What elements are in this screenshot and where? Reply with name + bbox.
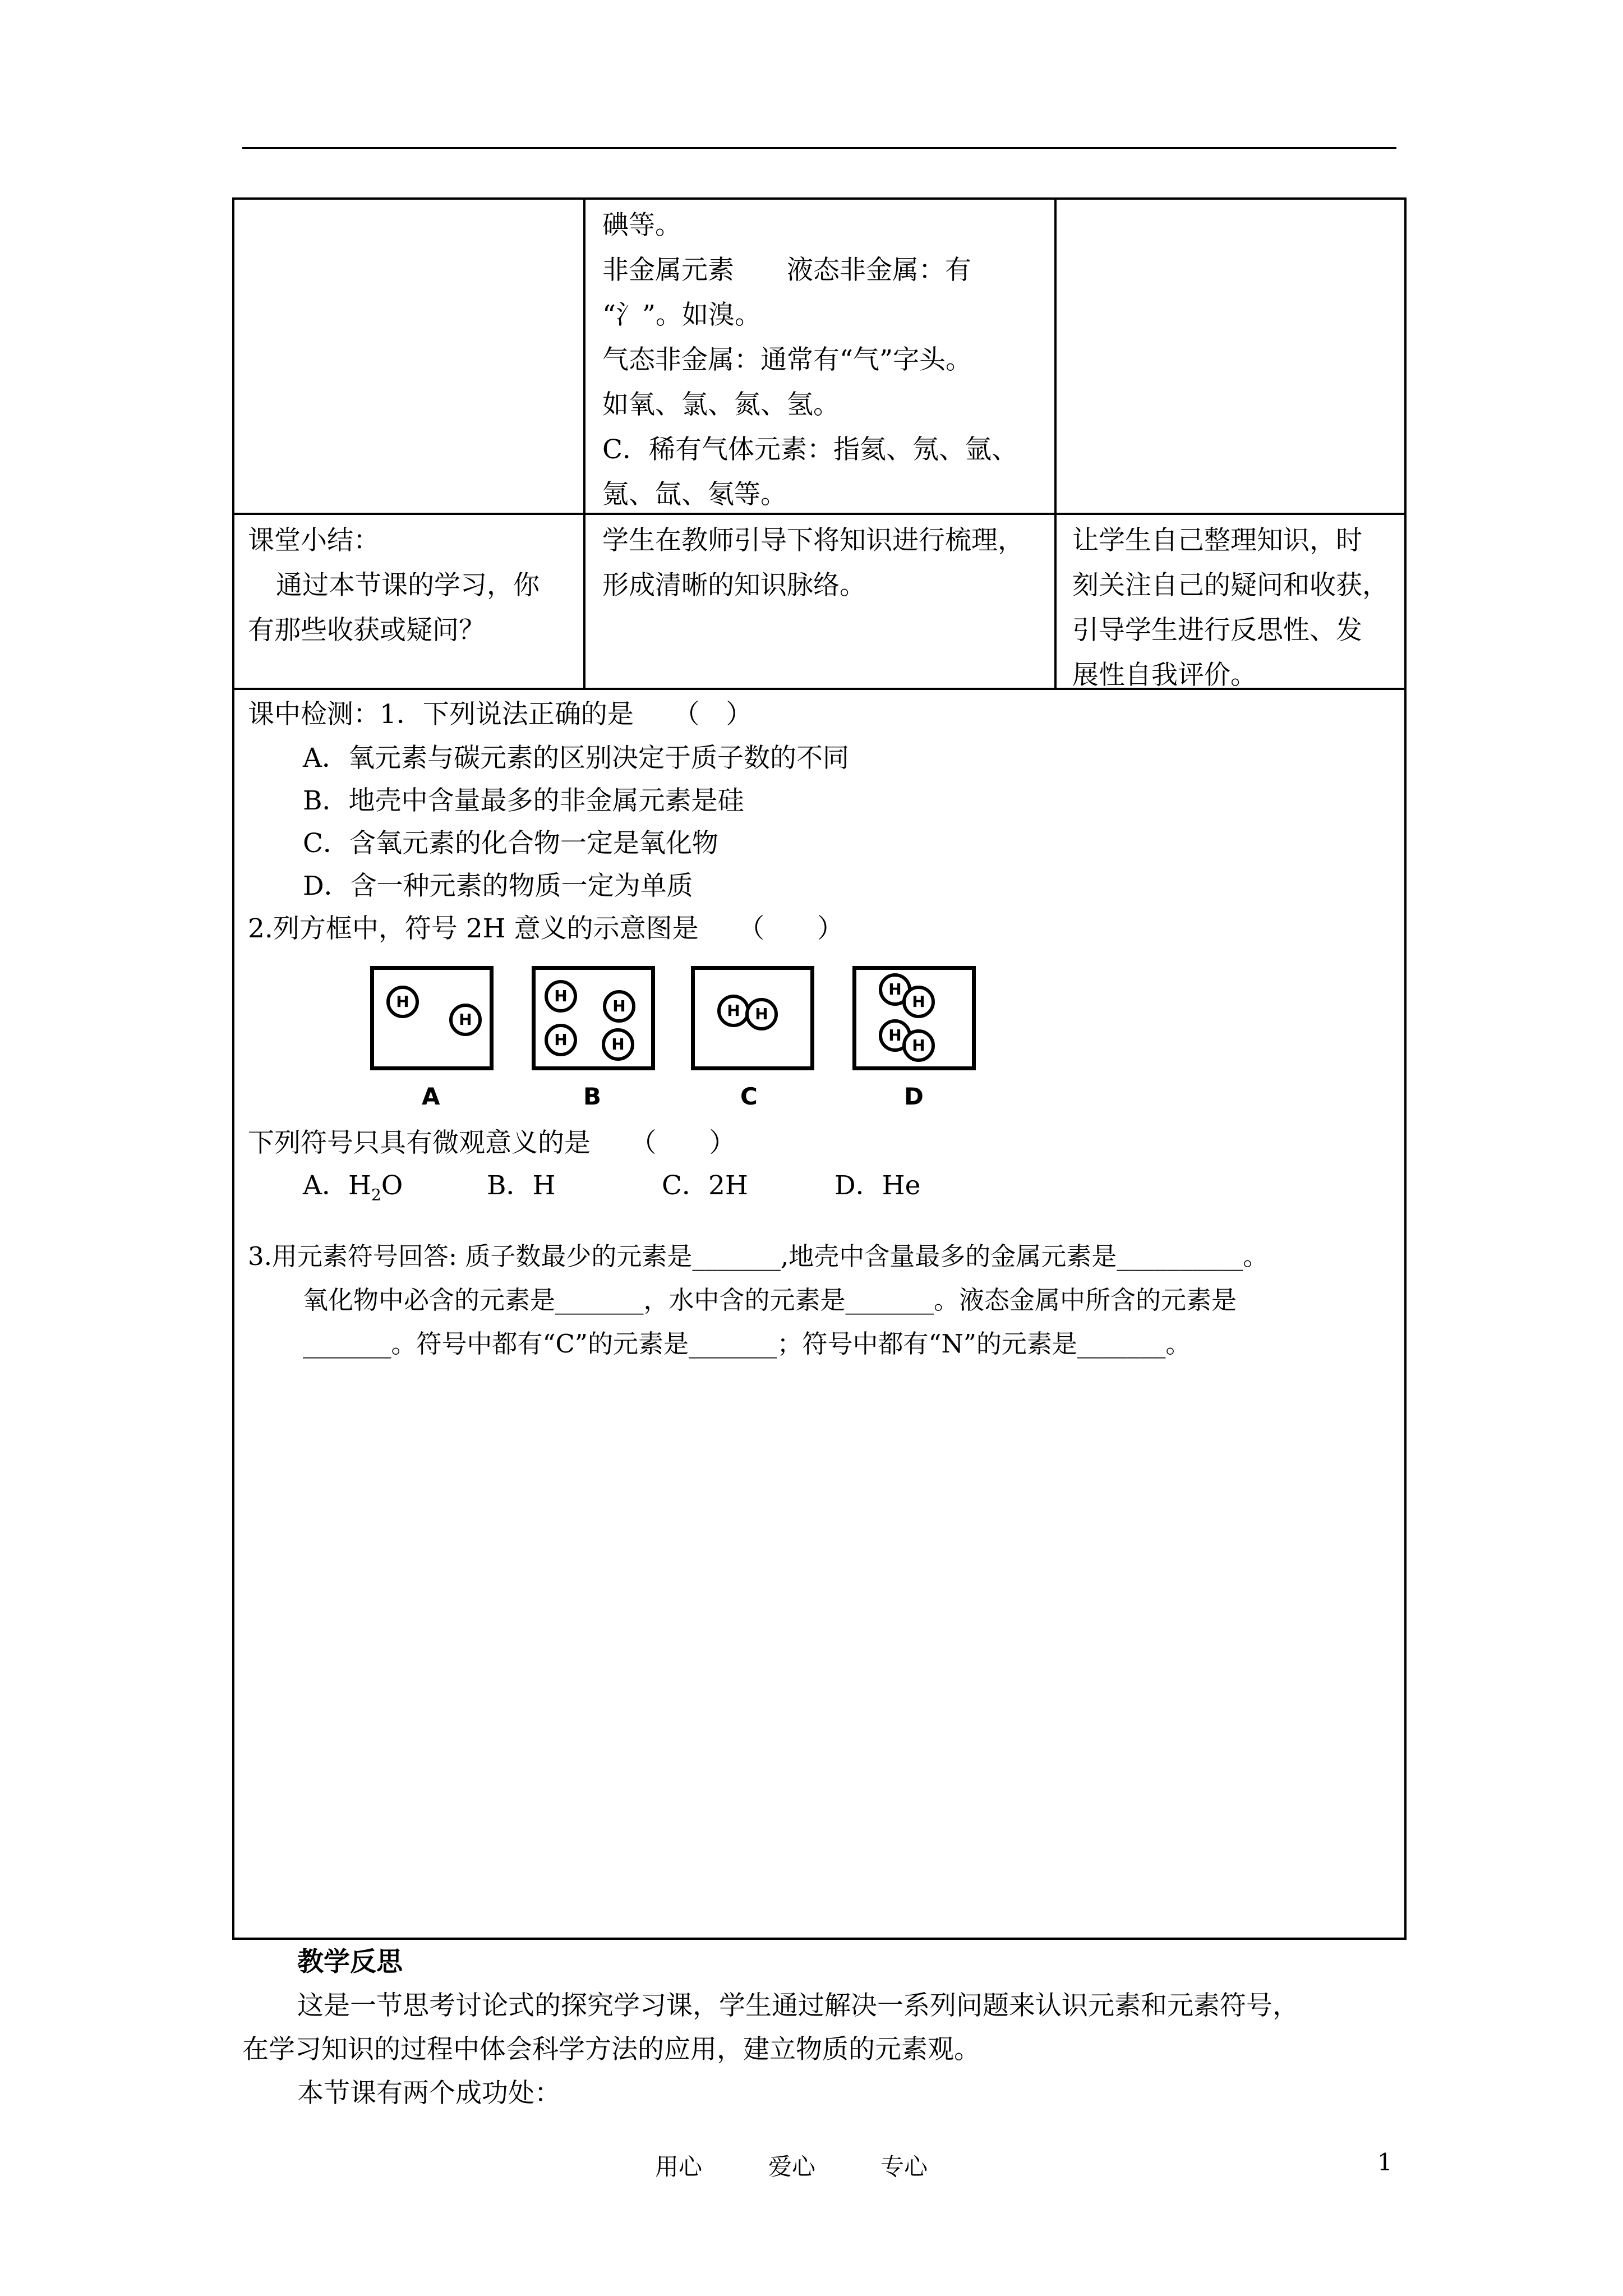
hydrogen-atom: H (879, 973, 911, 1006)
student-activity-line: 学生在教师引导下将知识进行梳理， (602, 525, 1024, 556)
q2-stem: 2.列方框中，符号 2H 意义的示意图是 （ ） (248, 913, 844, 944)
q1-stem: 课中检测：1．下列说法正确的是 （ ） (248, 699, 753, 730)
diagram-c-box (691, 966, 814, 1070)
row1-line: 气态非金属：通常有“气”字头。 (602, 344, 972, 375)
reflection-line: 这是一节思考讨论式的探究学习课，学生通过解决一系列问题来认识元素和元素符号， (297, 1990, 1299, 2021)
diagram-d-box (852, 966, 976, 1070)
row2-middle-cell (602, 518, 1024, 608)
q2b-option-b: B．H (487, 1170, 556, 1201)
footer-motto-2: 爱心 (768, 2153, 816, 2180)
hydrogen-atom: H (386, 986, 419, 1018)
diagram-a-label: A (422, 1083, 440, 1110)
hydrogen-atom: H (545, 1024, 577, 1056)
design-intent-line: 刻关注自己的疑问和收获， (1072, 570, 1389, 601)
design-intent-line: 引导学生进行反思性、发 (1072, 615, 1362, 646)
q2b-option-a (303, 1163, 403, 1217)
diagram-c-label: C (740, 1083, 758, 1110)
column-divider-1 (583, 197, 585, 689)
q1-option-d: D．含一种元素的物质一定为单质 (303, 871, 693, 901)
hydrogen-atom: H (602, 1028, 634, 1061)
hydrogen-atom: H (879, 1019, 911, 1052)
reflection-title: 教学反思 (297, 1947, 403, 1977)
q2b-option-d: D．He (834, 1170, 921, 1201)
design-intent-line: 让学生自己整理知识，时 (1072, 525, 1362, 556)
hydrogen-atom: H (902, 986, 935, 1018)
q2b-option-a-suffix: O (381, 1170, 403, 1201)
q2b-option-a-prefix: A．H (303, 1170, 371, 1201)
row2-right-cell (1072, 518, 1389, 698)
summary-line: 通过本节课的学习，你 (276, 570, 540, 601)
q2b-option-a-subscript: 2 (371, 1185, 381, 1204)
row1-line: 氪、氙、氡等。 (602, 479, 787, 510)
row1-line: C．稀有气体元素：指氦、氖、氩、 (602, 434, 1018, 465)
column-divider-2 (1054, 197, 1057, 689)
hydrogen-atom: H (717, 995, 750, 1027)
hydrogen-atom: H (902, 1029, 935, 1062)
diagram-b-box (532, 966, 655, 1070)
row1-line: 非金属元素 液态非金属：有 (602, 255, 971, 286)
q1-option-c: C．含氧元素的化合物一定是氧化物 (303, 828, 718, 859)
q3-line-1: 3.用元素符号回答: 质子数最少的元素是_______,地壳中含量最多的金属元素是__________。 (248, 1241, 1269, 1271)
summary-line: 有那些收获或疑问？ (248, 615, 485, 646)
hydrogen-atom: H (545, 980, 577, 1013)
q3-line-3: _______。符号中都有“C”的元素是_______；符号中都有“N”的元素是_______。 (303, 1329, 1191, 1359)
hydrogen-atom: H (449, 1004, 482, 1036)
reflection-line: 本节课有两个成功处： (297, 2078, 561, 2109)
diagram-a-box (370, 966, 494, 1070)
q2b-option-c: C．2H (662, 1170, 748, 1201)
reflection-line: 在学习知识的过程中体会科学方法的应用，建立物质的元素观。 (242, 2034, 980, 2065)
diagram-b-label: B (583, 1083, 602, 1110)
design-intent-line: 展性自我评价。 (1072, 660, 1257, 691)
header-rule (242, 147, 1396, 149)
q2b-stem: 下列符号只具有微观意义的是 （ ） (248, 1128, 736, 1158)
student-activity-line: 形成清晰的知识脉络。 (602, 570, 866, 601)
row1-line: “氵”。如溴。 (602, 300, 762, 330)
q1-option-a: A．氧元素与碳元素的区别决定于质子数的不同 (303, 743, 849, 774)
hydrogen-atom: H (745, 998, 778, 1030)
hydrogen-atom: H (603, 990, 635, 1023)
row2-left-cell (248, 518, 540, 653)
footer-motto-3: 专心 (880, 2153, 928, 2180)
page-number: 1 (1377, 2148, 1393, 2176)
q3-line-2: 氧化物中必含的元素是_______，水中含的元素是_______。液态金属中所含的元素是 (303, 1285, 1237, 1315)
diagram-d-label: D (904, 1083, 924, 1110)
summary-heading: 课堂小结： (248, 525, 380, 556)
row1-line: 如氧、氯、氮、氢。 (602, 389, 840, 420)
row1-middle-cell (602, 203, 1018, 517)
footer-motto-1: 用心 (655, 2153, 703, 2180)
q1-option-b: B．地壳中含量最多的非金属元素是硅 (303, 785, 744, 816)
row1-line: 碘等。 (602, 210, 681, 241)
